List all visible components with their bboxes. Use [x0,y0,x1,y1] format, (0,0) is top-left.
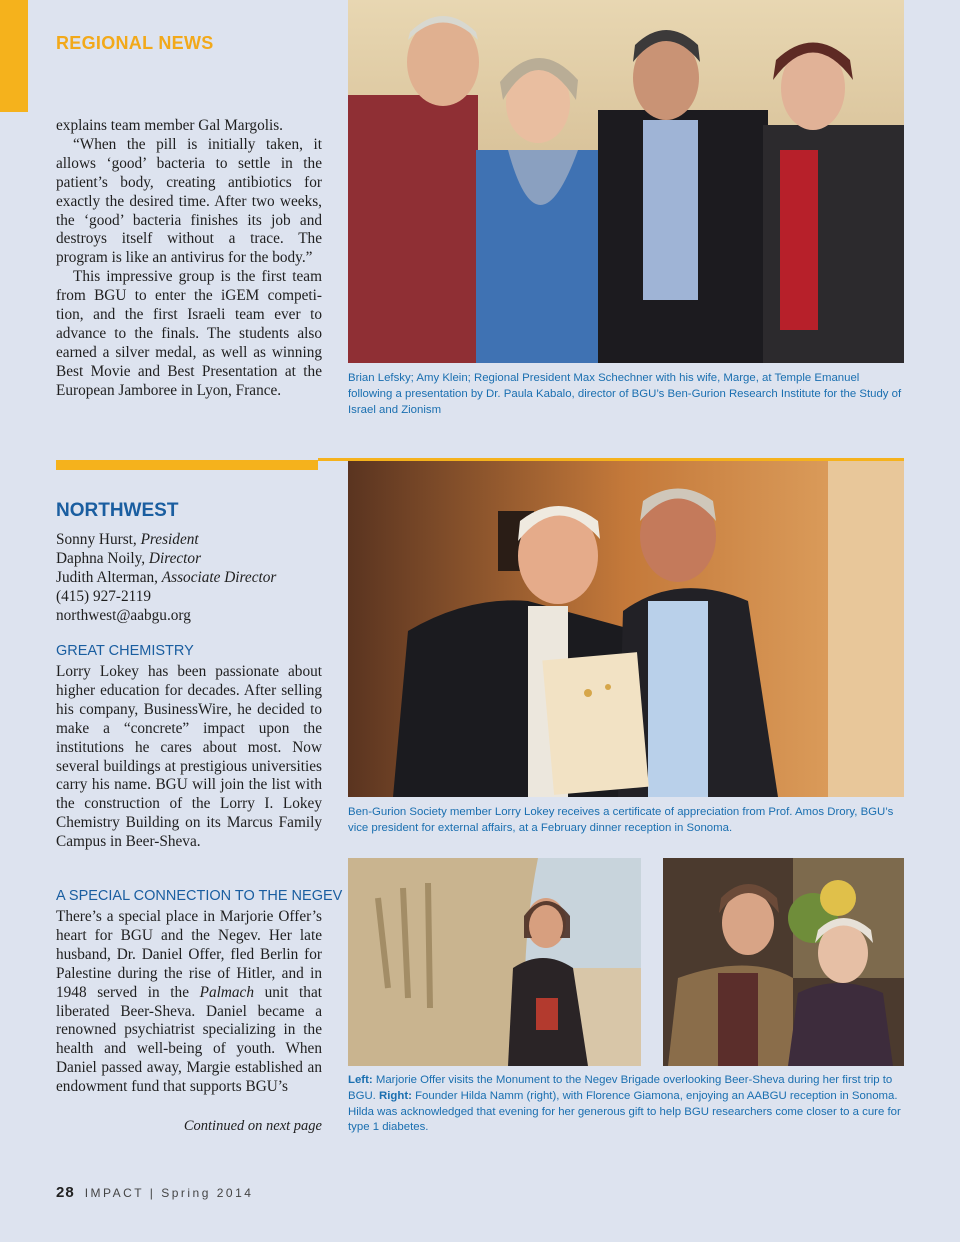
photo-monument [348,858,641,1066]
contact-role: President [140,531,199,548]
intro-paragraph: explains team member Gal Margolis. [56,117,283,134]
publication-name: IMPACT | Spring 2014 [84,1186,254,1200]
contact-phone: (415) 927-2119 [56,587,152,605]
special-connection-paragraph [56,908,322,1097]
photo-reception [663,858,904,1066]
photo-group-four-caption: Brian Lefsky; Amy Klein; Regional President Max Schechner with his wife, Marge, at Temple Emanuel following a presentation by Dr. Paula Kabalo, director of BGU’s Ben-Gurion Research Institute for the Study of Israel and Zionism [348,372,902,416]
italic-span: Palmach [199,983,254,1001]
northwest-contacts [56,531,322,626]
contact-role: Director [148,549,202,567]
contact-president [56,531,322,550]
contact-director [56,550,322,569]
photo-certificate-caption: Ben-Gurion Society member Lorry Lokey receives a certificate of appreciation from Prof. Amos Drory, BGU’s vice president for external affairs, at a February dinner reception in Sonoma. [348,806,894,834]
contact-name: Sonny Hurst, [56,531,141,548]
special-connection-text [56,908,322,1097]
great-chemistry-text [56,663,322,852]
section-accent-bar [0,0,28,112]
intro-paragraph: “When the pill is initially taken, it allows ‘good’ bacteria to settle in the patient’s body, creating antibiotics for exactly the desired time. After two weeks, the ‘good’ bacteria finishes its job and destroys itself without a trace. The program is like an antivirus for the body.” [56,135,322,267]
northwest-heading: NORTHWEST [56,500,179,521]
section-divider-thick [56,460,318,470]
section-tag: REGIONAL NEWS [56,33,214,53]
contact-email[interactable]: northwest@aabgu.org [56,606,191,624]
caption-right-text: Founder Hilda Namm (right), with Florence Giamona, enjoying an AABGU reception in Sonoma. Hilda was acknowledged that evening for her generous gift to help BGU researchers come closer to a cure for type 1 diabetes. [348,1089,901,1134]
great-chemistry-heading: GREAT CHEMISTRY [56,643,194,659]
intro-article-text [56,117,322,401]
page-footer [56,1184,253,1202]
photo-group-four [348,0,904,363]
photo-certificate [348,461,904,797]
caption-left-text: Marjorie Offer visits the Monument to the Negev Brigade overlooking Beer-Sheva during her first trip to BGU. [348,1074,893,1102]
continued-note: Continued on next page [183,1118,322,1134]
special-connection-heading: A SPECIAL CONNECTION TO THE NEGEV [56,888,343,904]
caption-right-label: Right: [379,1089,412,1102]
caption-left-label: Left: [348,1074,373,1086]
great-chemistry-paragraph: Lorry Lokey has been passionate about higher education for decades. After selling his company, BusinessWire, he decided to make a “concrete” impact upon the institutions he cares about most. Now several buildings at prestigious universities carry his name. BGU will join the list with the construction of the Lorry I. Lokey Chemistry Building on its Marcus Family Campus in Beer-Sheva. [56,663,322,851]
text-span: There’s a special place in Marjorie Offer’s heart for BGU and the Negev. Her late husband, Dr. Daniel Offer, fled Berlin for Palestine during the rise of Hitler, and in 1948 served in the [56,908,322,1001]
text-span: unit that liberated Beer-Sheva. Daniel became a renowned psychiatrist specializing in the health and well-being of youth. When Daniel passed away, Margie established an endowment fund that supports BGU’s [56,983,322,1096]
intro-paragraph: This impressive group is the first team from BGU to enter the iGEM competi-tion, and the first Israeli team ever to advance to the finals. The students also earned a silver medal, as well as winning Best Movie and Best Presentation at the European Jamboree in Lyon, France. [56,268,322,399]
page-number: 28 [56,1184,75,1201]
contact-role: Associate Director [161,568,277,586]
contact-name: Daphna Noily, [56,549,149,567]
contact-associate-director [56,569,322,588]
contact-name: Judith Alterman, [56,568,162,586]
photo-pair-caption [348,1073,904,1136]
